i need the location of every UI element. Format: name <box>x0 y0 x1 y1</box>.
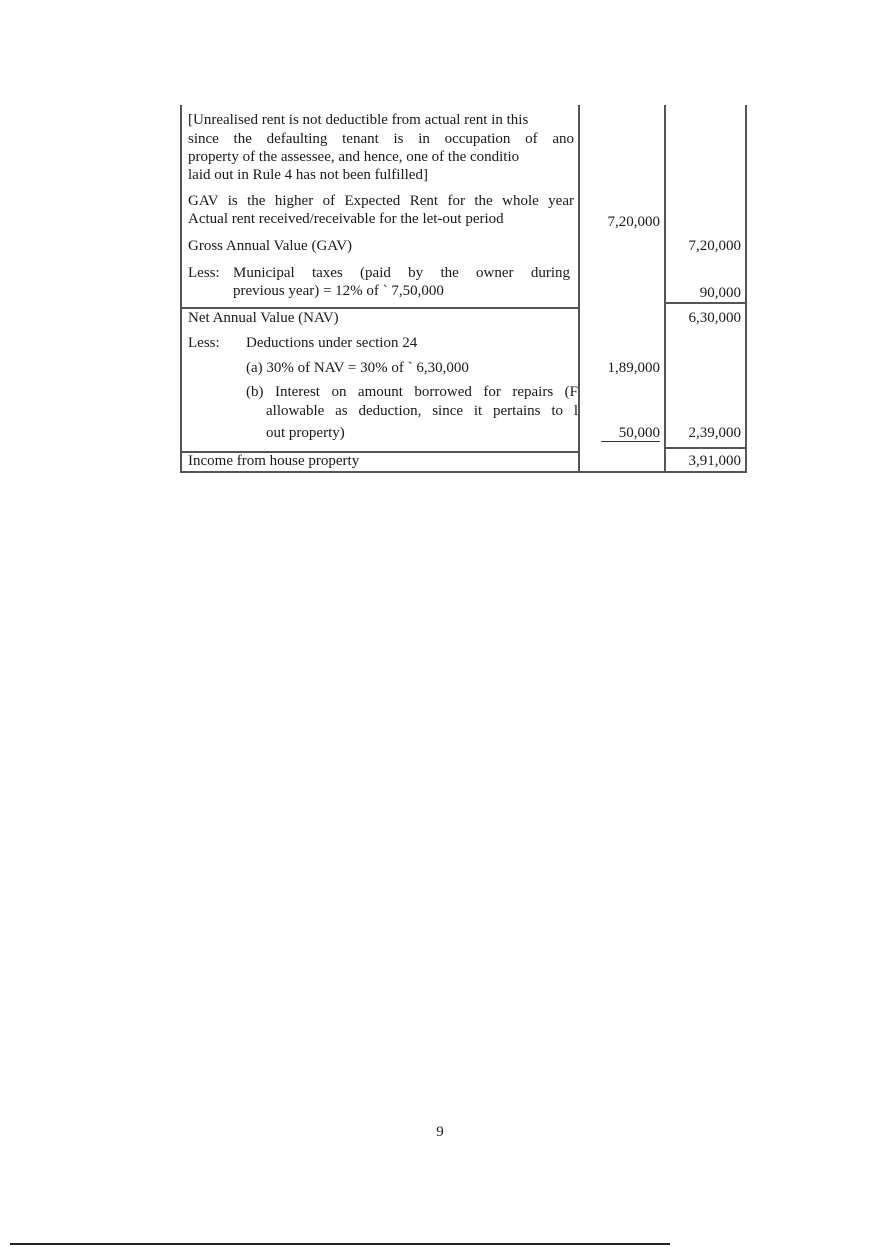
table-border-right <box>745 105 747 473</box>
nav-total: 6,30,000 <box>688 310 741 326</box>
subtotal-rule <box>665 447 746 449</box>
note-line: laid out in Rule 4 has not been fulfilled] <box>188 167 428 183</box>
subtotal-rule <box>665 302 746 304</box>
gav-note-line: Actual rent received/receivable for the let-out period <box>188 211 504 227</box>
deductions-total: 2,39,000 <box>688 425 741 441</box>
gav-total: 7,20,000 <box>688 238 741 254</box>
column-divider-2 <box>664 105 666 473</box>
municipal-line: previous year) = 12% of ` 7,50,000 <box>233 283 444 299</box>
less-label: Less: <box>188 265 220 281</box>
note-line: [Unrealised rent is not deductible from actual rent in this <box>188 112 529 128</box>
footer-rule <box>10 1243 670 1245</box>
deductions-label: Deductions under section 24 <box>246 335 418 351</box>
table-border-bottom <box>180 471 746 473</box>
deduction-b-amount: 50,000 <box>601 425 660 442</box>
income-label: Income from house property <box>188 453 360 469</box>
income-total: 3,91,000 <box>688 453 741 469</box>
note-line: property of the assessee, and hence, one of the conditio <box>188 149 520 165</box>
gav-note-line: GAV is the higher of Expected Rent for the whole year <box>188 193 574 209</box>
nav-label: Net Annual Value (NAV) <box>188 310 339 326</box>
column-divider-1 <box>578 105 580 473</box>
municipal-total: 90,000 <box>699 285 741 301</box>
deduction-b-amount-cell <box>582 424 660 442</box>
deduction-a: (a) 30% of NAV = 30% of ` 6,30,000 <box>246 360 469 376</box>
municipal-line: Municipal taxes (paid by the owner during <box>233 265 570 281</box>
gav-label: Gross Annual Value (GAV) <box>188 238 353 254</box>
table-border-left <box>180 105 182 473</box>
deduction-b-line: out property) <box>266 425 345 441</box>
gav-note-amount: 7,20,000 <box>607 214 660 230</box>
deduction-b-line: allowable as deduction, since it pertains to l <box>266 403 578 419</box>
note-line: since the defaulting tenant is in occupation of ano <box>188 131 574 147</box>
page-number: 9 <box>436 1124 444 1140</box>
less-label: Less: <box>188 335 220 351</box>
deduction-b-line: (b) Interest on amount borrowed for repairs (F <box>246 384 578 400</box>
deduction-a-amount: 1,89,000 <box>607 360 660 376</box>
